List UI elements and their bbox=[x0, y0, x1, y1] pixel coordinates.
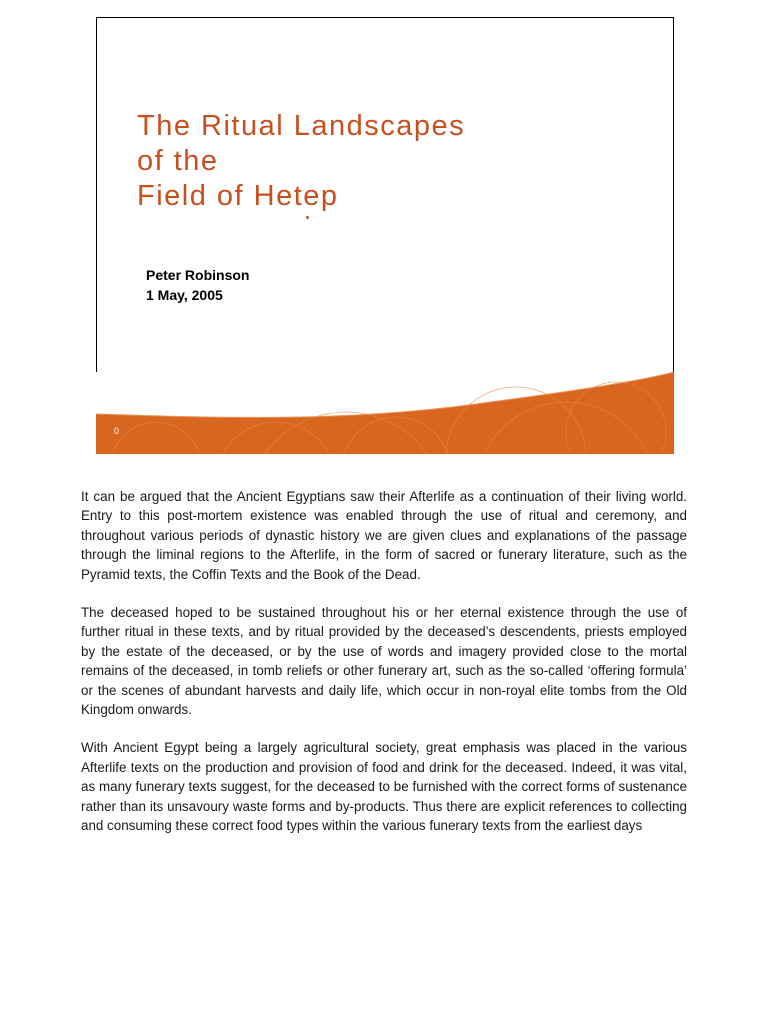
slide-number: 0 bbox=[114, 426, 120, 436]
orange-wave-banner bbox=[96, 372, 674, 454]
title-slide bbox=[96, 17, 674, 454]
author-name: Peter Robinson bbox=[146, 267, 250, 283]
slide-title bbox=[137, 109, 465, 214]
slide-title-line-3b: etep bbox=[276, 180, 339, 212]
author-block bbox=[146, 265, 249, 305]
slide-title-line-1: The Ritual Landscapes bbox=[137, 110, 466, 142]
slide-title-line-3 bbox=[137, 179, 465, 214]
paragraph-3: With Ancient Egypt being a largely agricultural society, great emphasis was placed in the various Afterlife texts on the production and provision of food and drink for the deceased. Indeed, it was vital, as many funerary texts suggest, for the deceased to be furnished with the correct forms of sustenance rather than its unsavoury waste forms and by-products. Thus there are explicit references to collecting and consuming these correct food types within the various funerary texts from the earliest days bbox=[81, 740, 687, 834]
slide-title-line-3a: Field of H bbox=[137, 180, 277, 212]
slide-title-line-2: of the bbox=[137, 145, 219, 177]
paragraph-2: The deceased hoped to be sustained throughout his or her eternal existence through the use of further ritual in these texts, and by ritual provided by the deceased’s descendents, priests employed by the estate of the deceased, or by the use of words and imagery provided close to the mortal remains of the deceased, in tomb reliefs or other funerary art, such as the so-called ‘offering formula’ or the scenes of abundant harvests and daily life, which occur in non-royal elite tombs from the Old Kingdom onwards. bbox=[81, 605, 687, 718]
paragraph-1: It can be argued that the Ancient Egyptians saw their Afterlife as a continuation of their living world. Entry to this post-mortem existence was enabled through the use of ritual and ceremony, and throughout various periods of dynastic history we are given clues and explanations of the passage through the liminal regions to the Afterlife, in the form of sacred or funerary literature, such as the Pyramid texts, the Coffin Texts and the Book of the Dead. bbox=[81, 489, 687, 582]
document-body bbox=[81, 487, 687, 855]
presentation-date: 1 May, 2005 bbox=[146, 287, 223, 303]
